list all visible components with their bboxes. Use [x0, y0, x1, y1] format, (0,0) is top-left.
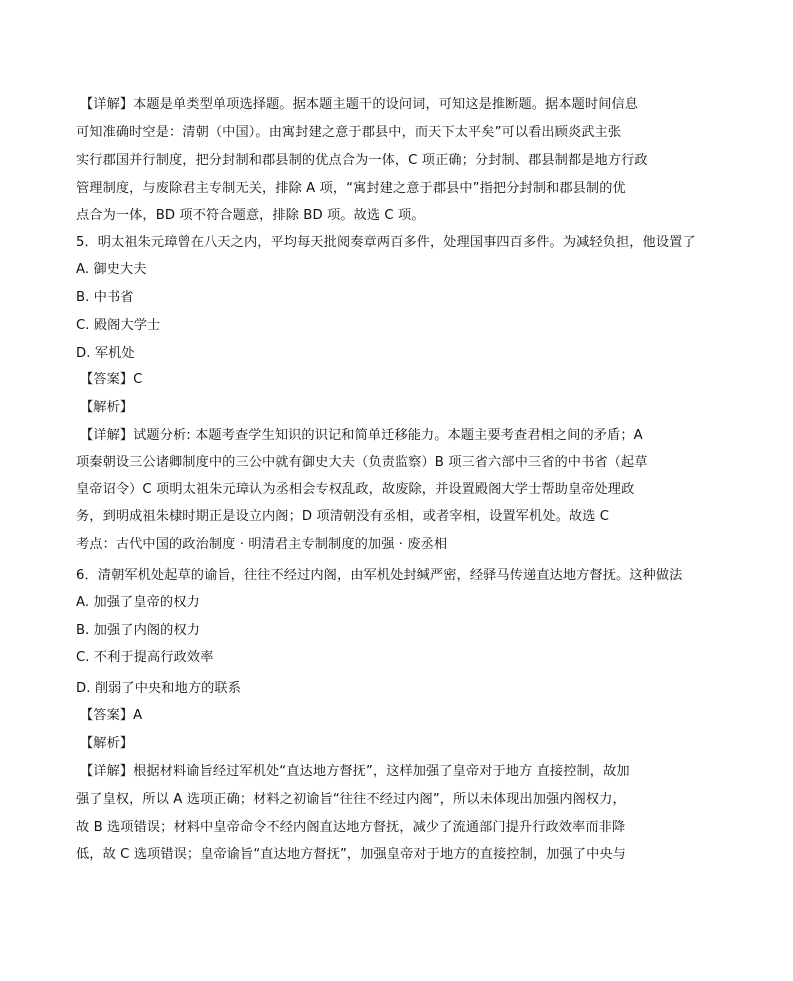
- q5-exam-point: 考点：古代中国的政治制度 · 明清君主专制制度的加强 · 废丞相: [76, 537, 448, 552]
- q6-detail-line-1: 【详解】根据材料谕旨经过军机处“直达地方督抚”，这样加强了皇帝对于地方 直接控制，故加: [80, 764, 630, 779]
- q4-explanation-line-5: 点合为一体，BD 项不符合题意，排除 BD 项。故选 C 项。: [76, 208, 425, 223]
- q5-detail-line-2: 项秦朝设三公诸卿制度中的三公中就有御史大夫（负责监察）B 项三省六部中三省的中书省（起草: [76, 455, 648, 470]
- q6-analysis-label: 【解析】: [80, 736, 134, 751]
- q6-option-b: B. 加强了内阁的权力: [76, 623, 201, 638]
- q6-detail-line-3: 故 B 选项错误；材料中皇帝命令不经内阁直达地方督抚，减少了流通部门提升行政效率而非降: [76, 820, 626, 835]
- q4-explanation-line-3: 实行郡国并行制度，把分封制和郡县制的优点合为一体，C 项正确；分封制、郡县制都是地方行政: [76, 153, 648, 168]
- q4-explanation-line-1: 【详解】本题是单类型单项选择题。据本题主题干的设问词，可知这是推断题。据本题时间信息: [80, 97, 639, 112]
- q5-answer: 【答案】C: [80, 372, 143, 387]
- q5-option-c: C. 殿阁大学士: [76, 318, 161, 333]
- q6-option-a: A. 加强了皇帝的权力: [76, 595, 200, 610]
- q6-option-d: D. 削弱了中央和地方的联系: [76, 681, 241, 696]
- q4-explanation-line-4: 管理制度，与废除君主专制无关，排除 A 项，“寓封建之意于郡县中”指把分封制和郡县制的优: [76, 181, 626, 196]
- q6-answer: 【答案】A: [80, 708, 143, 723]
- q5-option-d: D. 军机处: [76, 346, 135, 361]
- q5-stem: 5．明太祖朱元璋曾在八天之内，平均每天批阅奏章两百多件，处理国事四百多件。为减轻负担，他设置了: [76, 235, 696, 250]
- q4-explanation-line-2: 可知准确时空是：清朝（中国）。由寓封建之意于郡县中，而天下太平矣”可以看出顾炎武主张: [76, 125, 622, 140]
- q5-option-a: A. 御史大夫: [76, 262, 147, 277]
- q5-option-b: B. 中书省: [76, 290, 134, 305]
- q5-analysis-label: 【解析】: [80, 400, 134, 415]
- q5-detail-line-3: 皇帝诏令）C 项明太祖朱元璋认为丞相会专权乱政，故废除，并设置殿阁大学士帮助皇帝处理政: [76, 482, 635, 497]
- q6-detail-line-4: 低，故 C 选项错误；皇帝谕旨“直达地方督抚”，加强皇帝对于地方的直接控制，加强了中央与: [76, 847, 626, 862]
- q6-stem: 6．清朝军机处起草的谕旨，往往不经过内阁，由军机处封缄严密，经驿马传递直达地方督抚。这种做法: [76, 568, 683, 583]
- q5-detail-line-1: 【详解】试题分析: 本题考查学生知识的识记和简单迁移能力。本题主要考查君相之间的矛盾；A: [80, 428, 643, 443]
- q6-option-c: C. 不利于提高行政效率: [76, 650, 214, 665]
- q5-detail-line-4: 务，到明成祖朱棣时期正是设立内阁；D 项清朝没有丞相，或者宰相，设置军机处。故选 C: [76, 509, 610, 524]
- q6-detail-line-2: 强了皇权，所以 A 选项正确；材料之初谕旨“往往不经过内阁”，所以未体现出加强内阁权力，: [76, 792, 626, 807]
